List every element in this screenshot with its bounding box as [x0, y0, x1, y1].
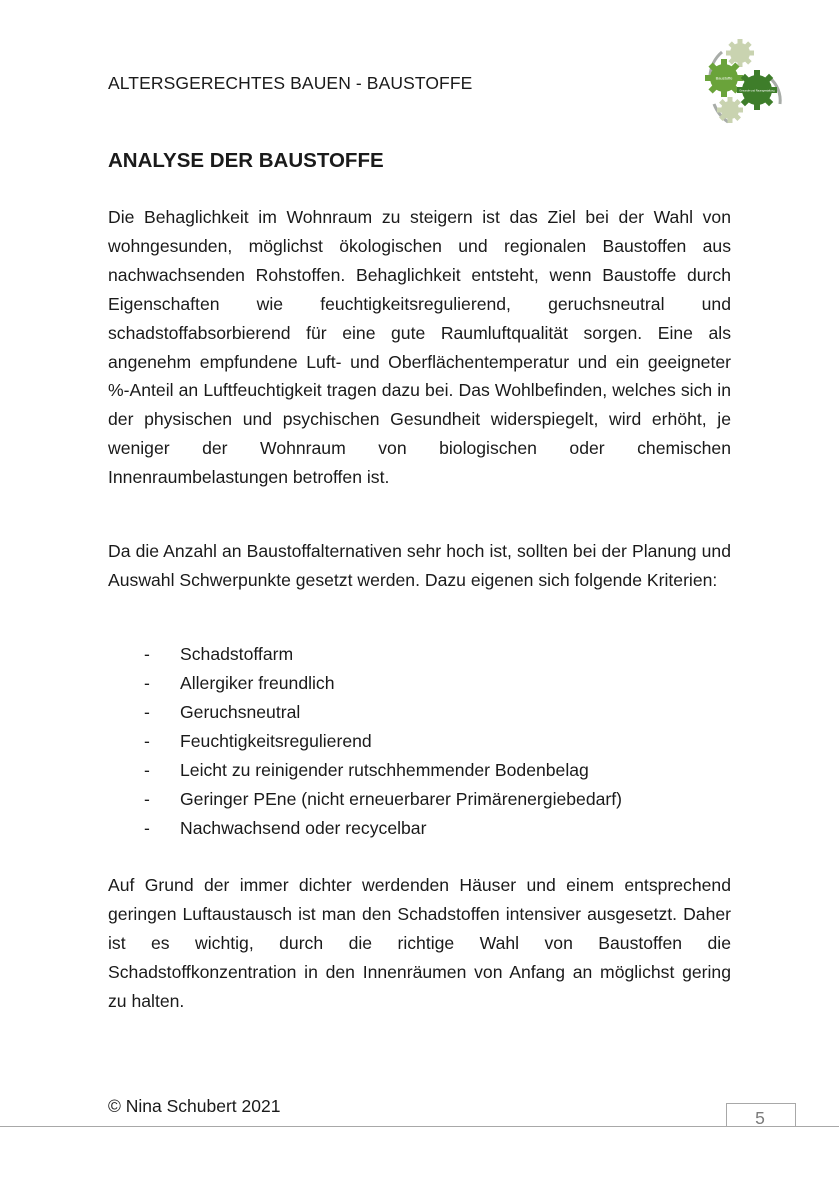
- list-item: [108, 756, 622, 785]
- list-item-text: Allergiker freundlich: [180, 673, 335, 693]
- copyright-footer: © Nina Schubert 2021: [108, 1096, 281, 1116]
- criteria-list: [108, 640, 622, 843]
- bullet-dash: -: [144, 818, 150, 838]
- list-item: [108, 669, 622, 698]
- list-item-text: Schadstoffarm: [180, 644, 294, 664]
- list-item-text: Geringer PEne (nicht erneuerbarer Primärenergiebedarf): [180, 789, 623, 809]
- bullet-dash: -: [144, 789, 150, 809]
- criteria-intro-paragraph: Da die Anzahl an Baustoffalternativen sehr hoch ist, sollten bei der Planung und Auswahl Schwerpunkte gesetzt werden. Dazu eigenen sich folgende Kriterien:: [108, 541, 731, 590]
- logo-label-1: Baustoffe: [715, 75, 733, 81]
- list-item: [108, 814, 622, 843]
- list-item-text: Geruchsneutral: [180, 702, 301, 722]
- intro-paragraph: Die Behaglichkeit im Wohnraum zu steigern ist das Ziel bei der Wahl von wohngesunden, möglichst ökologischen und regionalen Baustoffen aus nachwachsenden Rohstoffen. Behaglichkeit entsteht, wenn Baustoffe durch Eigenschaften wie feuchtigkeitsregulierend, geruchsneutral und schadstoffabsorbierend für eine gute Raumluftqualität sorgen. Eine als angenehm empfundene Luft- und Oberflächentemperatur und ein geeigneter %-Anteil an Luftfeuchtigkeit tragen dazu bei. Das Wohlbefinden, welches sich in der physischen und psychischen Gesundheit widerspiegelt, wird erhöht, je weniger der Wohnraum von biologischen oder chemischen Innenraumbelastungen betroffen ist.: [108, 207, 731, 488]
- bullet-dash: -: [144, 760, 150, 780]
- logo-label-2: Gesunde und Raumgestaltung: [739, 89, 775, 93]
- list-item-text: Nachwachsend oder recycelbar: [180, 818, 427, 838]
- list-item-text: Leicht zu reinigender rutschhemmender Bodenbelag: [180, 760, 589, 780]
- bullet-dash: -: [144, 644, 150, 664]
- list-item: [108, 727, 622, 756]
- list-item-text: Feuchtigkeitsregulierend: [180, 731, 372, 751]
- closing-paragraph: Auf Grund der immer dichter werdenden Häuser und einem entsprechend geringen Luftaustausch ist man den Schadstoffen intensiver ausgesetzt. Daher ist es wichtig, durch die richtige Wahl von Baustoffen die Schadstoffkonzentration in den Innenräumen von Anfang an möglichst gering zu halten.: [108, 875, 731, 1011]
- page-number: 5: [755, 1108, 765, 1128]
- running-header: ALTERSGERECHTES BAUEN - BAUSTOFFE: [108, 73, 473, 93]
- footer-divider: [0, 1126, 839, 1127]
- bullet-dash: -: [144, 702, 150, 722]
- list-item: [108, 640, 622, 669]
- list-item: [108, 698, 622, 727]
- bullet-dash: -: [144, 673, 150, 693]
- section-title: ANALYSE DER BAUSTOFFE: [108, 149, 384, 172]
- list-item: [108, 785, 622, 814]
- bullet-dash: -: [144, 731, 150, 751]
- gear-logo-icon: [700, 38, 790, 128]
